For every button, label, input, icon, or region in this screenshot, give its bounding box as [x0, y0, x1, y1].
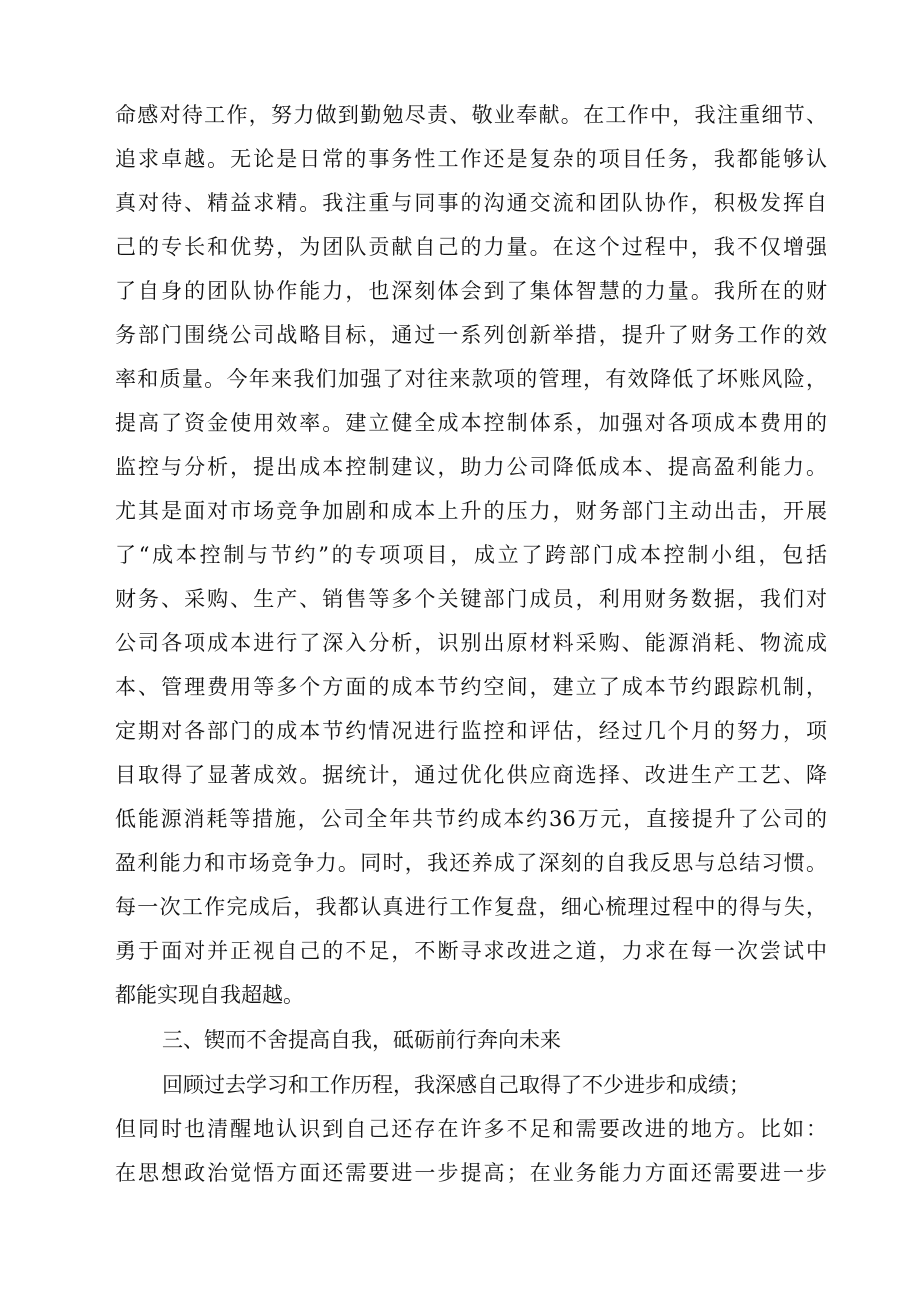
body-line-13: 公司各项成本进行了深入分析，识别出原材料采购、能源消耗、物流成	[115, 631, 827, 655]
body-line-21: 都能实现自我超越。	[115, 983, 304, 1007]
body-line-7: 率和质量。今年来我们加强了对往来款项的管理，有效降低了坏账风险，	[115, 367, 827, 391]
body-line-14: 本、管理费用等多个方面的成本节约空间，建立了成本节约跟踪机制，	[115, 675, 827, 699]
body-line-10: 尤其是面对市场竞争加剧和成本上升的压力，财务部门主动出击，开展	[115, 499, 827, 523]
body-line-1: 命感对待工作，努力做到勤勉尽责、敬业奉献。在工作中，我注重细节、	[115, 103, 827, 127]
para2-line-2: 但同时也清醒地认识到自己还存在许多不足和需要改进的地方。比如：	[115, 1117, 827, 1141]
body-line-17: 低能源消耗等措施，公司全年共节约成本约36万元，直接提升了公司的	[115, 807, 827, 831]
body-line-9: 监控与分析，提出成本控制建议，助力公司降低成本、提高盈利能力。	[115, 455, 827, 479]
para2-line-1: 回顾过去学习和工作历程，我深感自己取得了不少进步和成绩；	[162, 1073, 750, 1097]
body-line-16: 目取得了显著成效。据统计，通过优化供应商选择、改进生产工艺、降	[115, 763, 827, 787]
body-line-5: 了自身的团队协作能力，也深刻体会到了集体智慧的力量。我所在的财	[115, 279, 827, 303]
section-heading: 三、锲而不舍提高自我，砥砺前行奔向未来	[162, 1028, 561, 1052]
body-line-6: 务部门围绕公司战略目标，通过一系列创新举措，提升了财务工作的效	[115, 323, 827, 347]
body-line-18: 盈利能力和市场竞争力。同时，我还养成了深刻的自我反思与总结习惯。	[115, 851, 827, 875]
body-line-3: 真对待、精益求精。我注重与同事的沟通交流和团队协作，积极发挥自	[115, 191, 827, 215]
body-line-15: 定期对各部门的成本节约情况进行监控和评估，经过几个月的努力，项	[115, 719, 827, 743]
body-line-12: 财务、采购、生产、销售等多个关键部门成员，利用财务数据，我们对	[115, 587, 827, 611]
para2-line-3: 在思想政治觉悟方面还需要进一步提高；在业务能力方面还需要进一步	[115, 1161, 827, 1185]
body-line-8: 提高了资金使用效率。建立健全成本控制体系，加强对各项成本费用的	[115, 411, 827, 435]
body-line-2: 追求卓越。无论是日常的事务性工作还是复杂的项目任务，我都能够认	[115, 147, 827, 171]
body-line-11: 了“成本控制与节约”的专项项目，成立了跨部门成本控制小组，包括	[115, 543, 827, 567]
body-line-4: 己的专长和优势，为团队贡献自己的力量。在这个过程中，我不仅增强	[115, 235, 827, 259]
body-line-19: 每一次工作完成后，我都认真进行工作复盘，细心梳理过程中的得与失，	[115, 895, 827, 919]
body-line-20: 勇于面对并正视自己的不足，不断寻求改进之道，力求在每一次尝试中	[115, 939, 827, 963]
